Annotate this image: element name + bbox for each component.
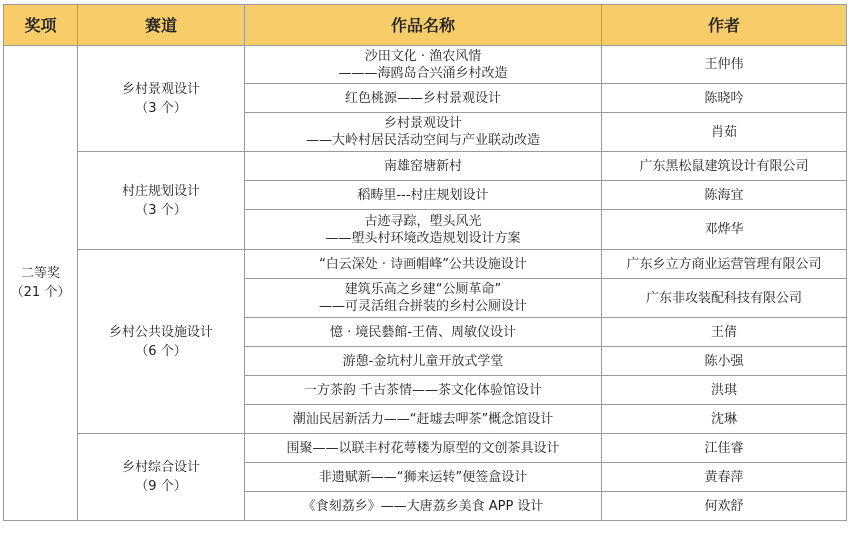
awards-table bbox=[3, 4, 847, 521]
header-track: 赛道 bbox=[78, 5, 245, 46]
table-row bbox=[4, 434, 847, 463]
track-count: （3 个） bbox=[135, 202, 187, 218]
work-title-cell bbox=[245, 46, 602, 84]
award-name: 二等奖 bbox=[20, 266, 60, 281]
header-author: 作者 bbox=[602, 5, 847, 46]
track-cell-village-planning bbox=[78, 152, 245, 250]
author-cell: 陈海宜 bbox=[602, 181, 847, 210]
table-row bbox=[4, 152, 847, 181]
work-title-line: 憶 · 境民藝館-王倩、周敏仪设计 bbox=[329, 324, 517, 340]
author-cell: 洪琪 bbox=[602, 376, 847, 405]
work-title-cell bbox=[245, 84, 602, 113]
work-title-cell bbox=[245, 279, 602, 318]
header-award: 奖项 bbox=[4, 5, 78, 46]
work-title-line: 建筑乐高之乡建“公厕革命” bbox=[344, 282, 502, 297]
track-cell-comprehensive bbox=[78, 434, 245, 521]
work-subtitle-line: ——可灵活组合拼装的乡村公厕设计 bbox=[318, 299, 527, 314]
author-cell: 广东黑松鼠建筑设计有限公司 bbox=[602, 152, 847, 181]
work-title-line: “白云深处 · 诗画帽峰”公共设施设计 bbox=[319, 256, 527, 272]
track-name: 乡村景观设计 bbox=[121, 81, 200, 97]
work-subtitle-line: ——大岭村居民活动空间与产业联动改造 bbox=[305, 133, 540, 148]
work-title-cell bbox=[245, 250, 602, 279]
work-title-line: 稻畴里---村庄规划设计 bbox=[357, 187, 489, 203]
header-row bbox=[4, 5, 847, 46]
work-title-cell bbox=[245, 405, 602, 434]
work-title-line: 古迹寻踪，塱头风光 bbox=[364, 213, 482, 229]
work-subtitle-line: ——塱头村环境改造规划设计方案 bbox=[325, 230, 521, 246]
author-cell: 黄春萍 bbox=[602, 463, 847, 492]
work-title-cell bbox=[245, 113, 602, 152]
author-cell: 何欢舒 bbox=[602, 492, 847, 521]
track-count: （9 个） bbox=[135, 479, 187, 494]
work-title-line: 非遗赋新——“狮来运转”便签盒设计 bbox=[318, 469, 528, 485]
work-title-cell bbox=[245, 463, 602, 492]
work-title-cell bbox=[245, 181, 602, 210]
track-name: 村庄规划设计 bbox=[121, 183, 200, 199]
author-cell: 江佳睿 bbox=[602, 434, 847, 463]
author-cell: 王仲伟 bbox=[602, 46, 847, 84]
track-name: 乡村公共设施设计 bbox=[108, 324, 213, 340]
table-row bbox=[4, 46, 847, 84]
work-title-cell bbox=[245, 434, 602, 463]
work-title-line: 乡村景观设计 bbox=[383, 116, 462, 131]
author-cell: 王倩 bbox=[602, 318, 847, 347]
work-title-cell bbox=[245, 210, 602, 250]
track-cell-landscape bbox=[78, 46, 245, 152]
track-count: （6 个） bbox=[135, 343, 187, 359]
work-title-line: 南雄窑塘新村 bbox=[383, 158, 462, 174]
work-title-line: 红色桃源——乡村景观设计 bbox=[344, 90, 501, 106]
work-title-line: 《食刻荔乡》——大唐荔乡美食 APP 设计 bbox=[302, 498, 544, 514]
track-cell-public-facilities bbox=[78, 250, 245, 434]
work-title-cell bbox=[245, 492, 602, 521]
work-title-cell bbox=[245, 376, 602, 405]
work-title-cell bbox=[245, 318, 602, 347]
author-cell: 沈琳 bbox=[602, 405, 847, 434]
author-cell: 陈小强 bbox=[602, 347, 847, 376]
work-title-line: 游憩-金坑村儿童开放式学堂 bbox=[342, 353, 504, 369]
work-title-line: 围聚——以联丰村花萼楼为原型的文创茶具设计 bbox=[286, 440, 560, 456]
track-count: （3 个） bbox=[135, 100, 187, 116]
work-title-cell bbox=[245, 152, 602, 181]
work-title-line: 一方茶韵 千古茶情——茶文化体验馆设计 bbox=[303, 382, 543, 398]
work-subtitle-line: ———海鸥岛合兴涌乡村改造 bbox=[338, 65, 508, 81]
author-cell: 邓烨华 bbox=[602, 210, 847, 250]
award-cell bbox=[4, 46, 78, 521]
author-cell: 陈晓吟 bbox=[602, 84, 847, 113]
author-cell: 肖茹 bbox=[602, 113, 847, 152]
work-title-cell bbox=[245, 347, 602, 376]
award-count: （21 个） bbox=[10, 285, 71, 300]
work-title-line: 沙田文化 · 渔农风情 bbox=[364, 48, 482, 64]
author-cell: 广东非攻装配科技有限公司 bbox=[602, 279, 847, 318]
author-cell: 广东乡立方商业运营管理有限公司 bbox=[602, 250, 847, 279]
work-title-line: 潮汕民居新活力——“赶墟去呷茶”概念馆设计 bbox=[292, 411, 554, 427]
track-name: 乡村综合设计 bbox=[121, 460, 200, 475]
table-row bbox=[4, 250, 847, 279]
header-work-title: 作品名称 bbox=[245, 5, 602, 46]
